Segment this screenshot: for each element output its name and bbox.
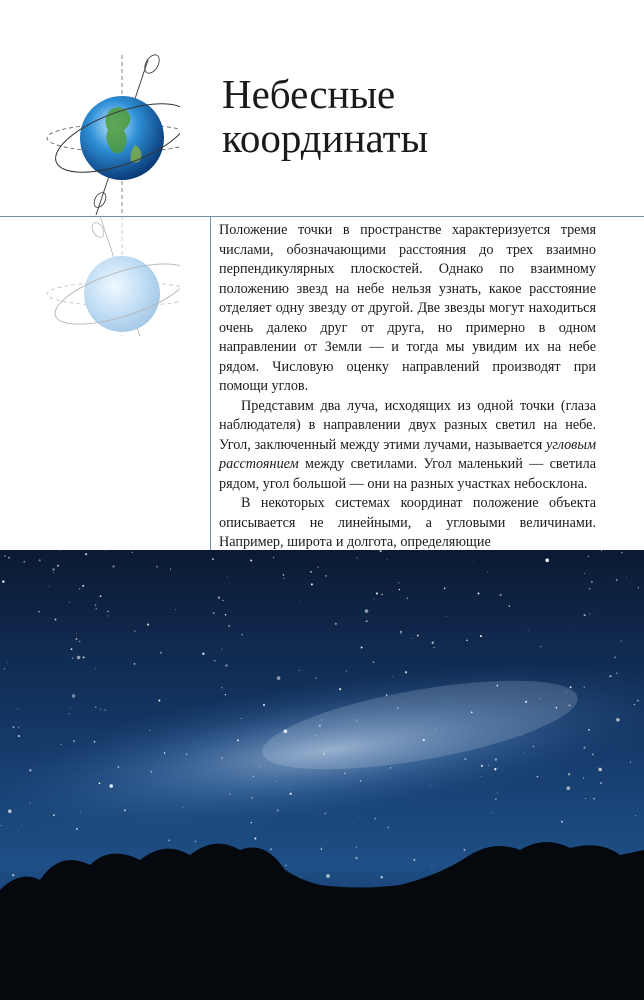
star [96,608,97,609]
star [311,583,313,585]
star [325,575,327,577]
vertical-rule [210,216,211,550]
star [399,589,400,590]
star [95,668,96,669]
star [356,846,357,847]
star [374,598,375,599]
star [616,718,620,722]
star [588,729,590,731]
horizontal-rule [0,216,644,217]
star [355,857,357,859]
star [637,700,639,702]
star [366,620,368,622]
star [4,555,5,556]
star [584,614,586,616]
star [498,768,499,769]
star [533,746,535,748]
star [488,765,489,766]
star [466,640,467,641]
star [134,663,136,665]
star [38,611,40,613]
star [159,799,160,800]
star [283,574,285,576]
star [99,782,101,784]
star [71,648,73,650]
star [251,822,253,824]
star [164,752,165,753]
star [2,580,4,582]
star [92,775,93,776]
star [69,602,70,603]
star [60,744,62,746]
star [254,838,256,840]
star [53,572,54,573]
star [23,561,25,563]
star [70,707,71,708]
star [222,600,223,601]
star [537,776,539,778]
star [321,848,322,849]
star [392,676,393,677]
star [414,859,416,861]
star [49,586,50,587]
star [491,812,492,813]
star [57,565,59,567]
star [528,630,529,631]
star [356,719,357,720]
star [327,840,328,841]
star [95,707,97,709]
star [12,874,14,876]
star [67,776,68,777]
star [567,786,571,790]
star [388,827,389,828]
star [310,571,312,573]
star [225,664,227,666]
star [277,809,279,811]
star [147,624,149,626]
star [621,552,623,554]
star [326,874,330,878]
paragraph-1: Положение точки в пространстве характеризуется тремя числами, обозначающими расстояния до трех взаимно перпендикулярных плоскостей. Однако по взаимному положению звезд на небе нельзя узнать, какое расстояние отделяет одну звезду от другой. Две звезды могут находиться очень далеко друг от друга, но примерно в одном направлении от Земли — и тогда мы увидим их на небе рядом. Числовую оценку направлений производят при помощи углов. [219,222,596,394]
star [76,638,78,640]
earth-globe-reflection-icon [30,216,180,336]
star [108,615,109,616]
star [600,782,602,784]
star [584,687,585,688]
star [277,676,281,680]
star [195,840,197,842]
star [240,718,241,719]
star [481,776,482,777]
star [109,784,113,788]
earth-globe-with-orbit-icon [30,50,180,220]
star [435,729,436,730]
star [417,635,419,637]
star [300,876,301,877]
star [481,765,483,767]
star [77,656,81,660]
star [80,811,81,812]
star [339,688,341,690]
star [29,803,30,804]
star [18,735,20,737]
star [95,604,96,605]
star [253,776,254,777]
star [18,727,19,728]
star [107,611,108,612]
star [497,685,499,687]
star [237,739,239,741]
star [487,571,488,572]
star [626,577,627,578]
star [591,581,593,583]
star [222,757,223,758]
star [584,573,585,574]
star [471,712,473,714]
star [170,569,171,570]
star [241,634,242,635]
star [315,735,316,736]
star [494,768,496,770]
star [400,631,402,633]
star [202,653,204,655]
star [260,767,261,768]
star [360,780,361,781]
star [212,558,214,560]
star [79,641,81,643]
star [58,721,59,722]
star [94,741,96,743]
star [160,652,162,654]
star [124,809,126,811]
night-sky-milky-way-photo [0,550,644,1000]
star [76,828,78,830]
star [539,698,540,699]
star [566,692,567,693]
paragraph-3: В некоторых системах координат положение объекта описывается не линейными, а угловыми величинами. Например, широта и долгота, определяющие [219,495,596,550]
star [386,694,388,696]
star [344,772,346,774]
star [17,709,18,710]
star [598,767,599,768]
star [346,670,348,672]
star [569,704,571,706]
star [290,789,291,790]
star [561,821,563,823]
star [495,758,497,760]
star [361,647,363,649]
star [634,704,635,705]
star [373,661,375,663]
star [376,592,378,594]
star [317,566,318,567]
star [374,818,376,820]
star [324,813,326,815]
star [433,647,434,648]
star [285,865,286,866]
star [276,781,277,782]
star [463,849,465,851]
star [365,609,369,613]
star [593,798,594,799]
star [149,730,150,731]
star [323,753,325,755]
star [183,807,184,808]
star [225,614,227,616]
star [621,641,622,642]
star [411,638,412,639]
star [524,752,525,753]
star [251,797,253,799]
star [72,694,76,698]
star [379,550,381,552]
star [614,656,616,658]
star [478,593,480,595]
star [568,773,570,775]
star [545,559,549,563]
star [407,598,409,600]
star [230,794,231,795]
star [358,816,359,817]
star [500,594,502,596]
paragraph-2: Представим два луча, исходящих из одной точки (глаза наблюдателя) в направлении двух разных светил на небе. Угол, заключенный между этими лучами, называется угловым расстоянием между светилами. Угол маленький — светила рядом, угол большой — они на разных участках небосклона. [219,397,596,492]
star [290,793,292,795]
star [480,635,482,637]
star [616,673,617,674]
page-title [222,72,622,160]
star [570,686,572,688]
star [464,758,466,760]
star [284,578,285,579]
star [299,601,300,602]
star [473,562,474,563]
star [589,588,591,590]
star [151,771,153,773]
star [299,670,300,671]
star [630,762,631,763]
star [8,809,12,813]
star [497,793,498,794]
star [495,798,496,799]
star [598,768,602,772]
star [100,709,101,710]
star [575,628,576,629]
star [386,559,387,560]
star [250,560,252,562]
star [83,656,85,658]
body-text [219,221,596,553]
star [315,677,317,679]
star [158,700,160,702]
star [156,566,157,567]
star [270,848,272,850]
star [213,612,214,613]
star [228,625,230,627]
star [397,707,399,709]
term-angular-distance: угловым расстоянием [219,436,596,472]
star [85,553,87,555]
star [446,616,447,617]
star [381,876,383,878]
star [585,798,586,799]
star [616,579,618,581]
star [444,588,445,589]
star [73,740,74,741]
star [521,735,522,736]
star [218,597,220,599]
title-line-1: Небесные [222,71,396,117]
star [148,824,149,825]
star [221,649,222,650]
star [588,556,590,558]
star [134,631,135,632]
star [79,588,80,589]
star [583,777,584,778]
star [508,605,510,607]
star [356,557,357,558]
star [69,713,70,714]
star [540,646,542,648]
star [76,633,77,634]
star [52,568,54,570]
star [175,609,176,610]
star [1,825,2,826]
star [390,767,391,768]
star [21,824,22,825]
star [423,739,425,741]
star [55,619,57,621]
star [29,769,31,771]
star [319,725,321,727]
star [8,557,10,559]
star [321,720,322,721]
star [86,819,87,820]
star [112,565,114,567]
star [225,694,226,695]
star [4,668,5,669]
star [601,550,602,551]
star [556,707,558,709]
star [39,559,41,561]
star [72,658,73,659]
star [638,587,639,588]
star [609,675,611,677]
star [583,747,585,749]
star [221,687,223,689]
star [432,642,434,644]
star [398,582,399,583]
star [284,730,288,734]
star [82,585,84,587]
star [635,815,636,816]
star [381,594,383,596]
star [53,814,55,816]
star [227,577,228,578]
star [90,798,91,799]
star [186,754,187,755]
star [592,753,594,755]
star [132,552,133,553]
star [405,671,407,673]
star [589,613,590,614]
star [525,701,527,703]
star [263,704,265,706]
star [214,660,216,662]
star [165,754,166,755]
star [598,611,599,612]
star [104,709,105,710]
star [100,595,102,597]
star [431,867,432,868]
star [400,634,401,635]
star [168,840,170,842]
star [7,662,8,663]
star [430,785,431,786]
star [12,726,14,728]
star [335,623,337,625]
star [273,557,274,558]
star [117,766,119,768]
title-line-2: координаты [222,115,429,161]
